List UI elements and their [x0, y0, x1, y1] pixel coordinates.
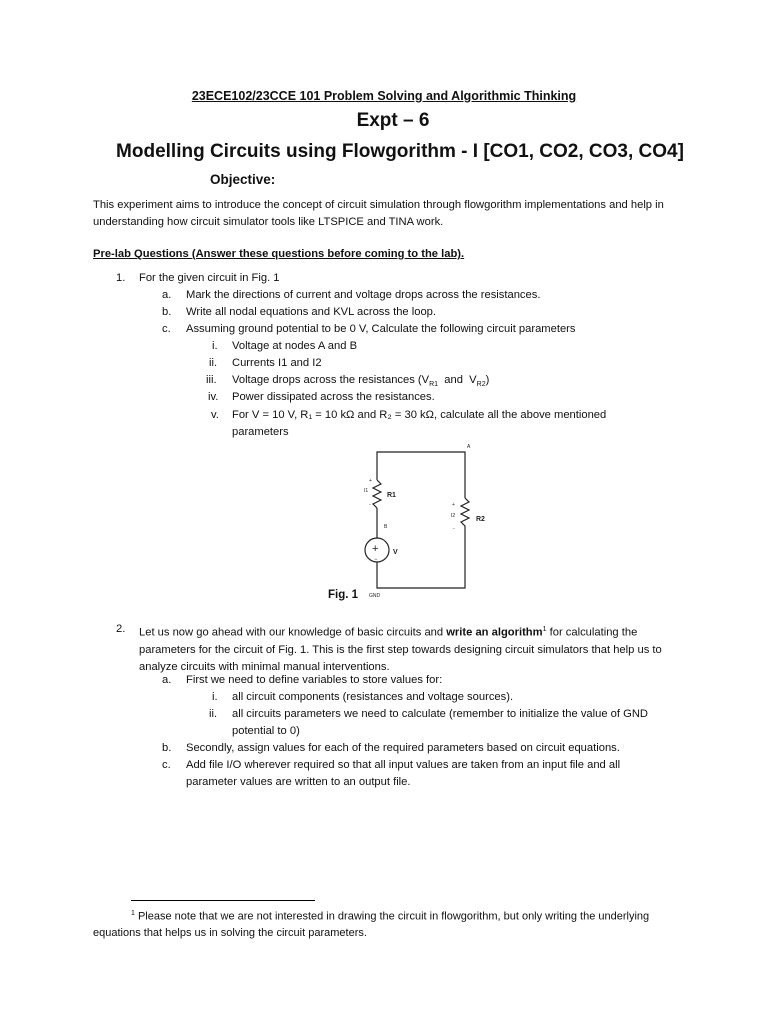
r2-minus: -: [453, 526, 455, 532]
v-label: V: [393, 549, 398, 556]
q2-a-text: First we need to define variables to store values for:: [186, 674, 443, 686]
q2-b-number: b.: [162, 742, 172, 754]
course-title: 23ECE102/23CCE 101 Problem Solving and Algorithmic Thinking: [191, 89, 577, 103]
q2-c-number: c.: [162, 759, 171, 771]
q1-i-text: Voltage at nodes A and B: [232, 340, 358, 352]
q2-text: Let us now go ahead with our knowledge of basic circuits and write an algorithm$^1$ for calculating the parameters for the circuit of Fig. 1. This is the first step towards designing circuit simulators that help us to analyze circuits with minimal manual interventions.: [139, 626, 662, 673]
figure-caption: Fig. 1: [328, 589, 359, 601]
r2-plus: +: [452, 502, 455, 508]
q1-iii-number: iii.: [206, 374, 217, 386]
i1-label: I1: [364, 488, 369, 494]
gnd-label: GND: [369, 593, 381, 599]
q1-iv-text: Power dissipated across the resistances.: [232, 391, 435, 403]
q1-i-number: i.: [212, 340, 218, 352]
source-plus: +: [372, 543, 379, 555]
q1-ii-text: Currents I1 and I2: [232, 357, 322, 369]
r2-label: R2: [476, 516, 485, 523]
footnote: $^1$ Please note that we are not interested in drawing the circuit in flowgorithm, but only writing the underlying equations that helps us in solving the circuit parameters.: [93, 910, 650, 939]
q2-c-text: Add file I/O wherever required so that all input values are taken from an input file and all parameter values are written to an output file.: [186, 759, 621, 788]
node-b-label: B: [384, 524, 388, 530]
q2-ii-number: ii.: [209, 708, 218, 720]
q2-ii-text: all circuits parameters we need to calculate (remember to initialize the value of GND potential to 0): [232, 708, 648, 737]
experiment-number: Expt – 6: [356, 110, 430, 131]
q1-number: 1.: [116, 272, 126, 284]
node-a-label: A: [467, 444, 471, 450]
experiment-title: Modelling Circuits using Flowgorithm - I [CO1, CO2, CO3, CO4]: [116, 141, 684, 162]
source-minus: −: [374, 557, 378, 563]
objective-text: This experiment aims to introduce the concept of circuit simulation through flowgorithm implementations and help in understanding how circuit simulator tools like LTSPICE and TINA work.: [93, 199, 664, 228]
i2-label: I2: [451, 513, 456, 519]
q1-ii-number: ii.: [209, 357, 218, 369]
circuit-diagram: [355, 440, 485, 605]
q1-v-text: For V = 10 V, R₁ = 10 kΩ and R₂ = 30 kΩ, calculate all the above mentioned parameters: [232, 409, 607, 438]
q2-number: 2.: [116, 623, 126, 635]
q2-i-number: i.: [212, 691, 218, 703]
q2-i-text: all circuit components (resistances and voltage sources).: [232, 691, 514, 703]
resistor-r2: [461, 498, 469, 532]
r1-label: R1: [387, 492, 396, 499]
q1-a-number: a.: [162, 289, 172, 301]
q1-b-number: b.: [162, 306, 172, 318]
q1-a-text: Mark the directions of current and voltage drops across the resistances.: [186, 289, 541, 301]
q2-a-number: a.: [162, 674, 172, 686]
q1-c-text: Assuming ground potential to be 0 V, Calculate the following circuit parameters: [186, 323, 576, 335]
q1-text: For the given circuit in Fig. 1: [139, 272, 280, 284]
footnote-separator: [131, 900, 315, 901]
q1-b-text: Write all nodal equations and KVL across the loop.: [186, 306, 437, 318]
r1-minus: -: [369, 502, 371, 508]
r1-plus: +: [369, 478, 372, 484]
prelab-heading: Pre-lab Questions (Answer these questions before coming to the lab).: [93, 248, 465, 260]
q1-v-number: v.: [211, 409, 219, 421]
resistor-r1: [373, 480, 381, 508]
q1-iii-text: Voltage drops across the resistances ($V_{R1}$ and $V_{R2}$): [232, 374, 490, 389]
q2-b-text: Secondly, assign values for each of the required parameters based on circuit equations.: [186, 742, 620, 754]
q1-iv-number: iv.: [208, 391, 219, 403]
q1-c-number: c.: [162, 323, 171, 335]
bottom-wire: [377, 532, 465, 588]
objective-heading: Objective:: [210, 172, 276, 187]
